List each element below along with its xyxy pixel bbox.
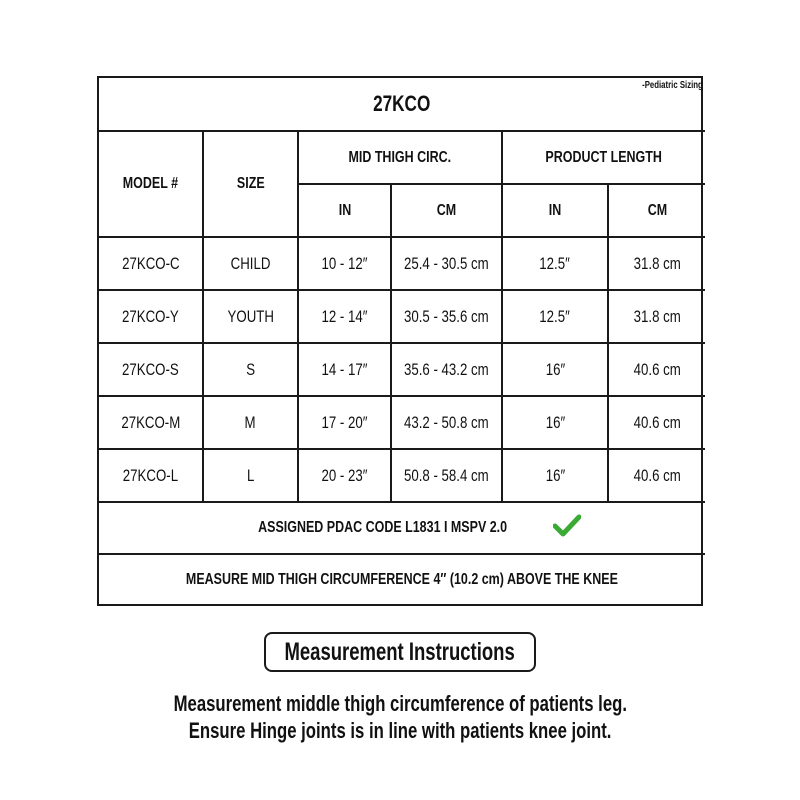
- instructions-heading-box: [264, 632, 536, 672]
- check-icon: [553, 514, 581, 543]
- cell-thigh-in: 17 - 20″: [298, 396, 391, 449]
- header-length-in: IN: [502, 184, 608, 237]
- cell-size: L: [203, 449, 298, 502]
- header-size: SIZE: [203, 131, 298, 237]
- cell-length-cm: 40.6 cm: [608, 343, 705, 396]
- table-row: [99, 396, 705, 449]
- pdac-code-cell: [99, 502, 705, 554]
- table-row: [99, 237, 705, 290]
- measure-note: MEASURE MID THIGH CIRCUMFERENCE 4″ (10.2 cm) ABOVE THE KNEE: [186, 571, 619, 588]
- cell-length-in: 12.5″: [502, 237, 608, 290]
- pediatric-note: -Pediatric Sizing: [642, 80, 704, 91]
- cell-length-in: 16″: [502, 449, 608, 502]
- cell-size: M: [203, 396, 298, 449]
- table-row: [99, 449, 705, 502]
- header-thigh-cm: CM: [391, 184, 502, 237]
- cell-thigh-cm: 25.4 - 30.5 cm: [391, 237, 502, 290]
- cell-length-cm: 31.8 cm: [608, 237, 705, 290]
- cell-size: CHILD: [203, 237, 298, 290]
- cell-thigh-in: 12 - 14″: [298, 290, 391, 343]
- cell-thigh-cm: 50.8 - 58.4 cm: [391, 449, 502, 502]
- table-row: [99, 290, 705, 343]
- instructions-line-2: Ensure Hinge joints is in line with patients knee joint.: [188, 718, 612, 743]
- cell-model: 27KCO-S: [99, 343, 203, 396]
- pdac-code: ASSIGNED PDAC CODE L1831 I MSPV 2.0: [258, 519, 508, 537]
- cell-thigh-in: 20 - 23″: [298, 449, 391, 502]
- cell-model: 27KCO-Y: [99, 290, 203, 343]
- instructions-heading: Measurement Instructions: [284, 637, 516, 666]
- table-row: [99, 343, 705, 396]
- header-model: MODEL #: [99, 131, 203, 237]
- instructions-line-1: Measurement middle thigh circumference of patients leg.: [173, 691, 627, 716]
- cell-thigh-cm: 43.2 - 50.8 cm: [391, 396, 502, 449]
- cell-length-cm: 31.8 cm: [608, 290, 705, 343]
- cell-size: S: [203, 343, 298, 396]
- cell-length-cm: 40.6 cm: [608, 396, 705, 449]
- cell-model: 27KCO-L: [99, 449, 203, 502]
- header-mid-thigh: MID THIGH CIRC.: [298, 131, 502, 184]
- header-length-cm: CM: [608, 184, 705, 237]
- instructions-text: [0, 690, 800, 744]
- cell-size: YOUTH: [203, 290, 298, 343]
- size-chart-table: [99, 78, 705, 605]
- cell-thigh-cm: 30.5 - 35.6 cm: [391, 290, 502, 343]
- header-thigh-in: IN: [298, 184, 391, 237]
- cell-length-cm: 40.6 cm: [608, 449, 705, 502]
- chart-title-cell: [99, 78, 705, 131]
- cell-model: 27KCO-C: [99, 237, 203, 290]
- cell-thigh-in: 10 - 12″: [298, 237, 391, 290]
- chart-title: 27KCO: [373, 91, 431, 116]
- cell-model: 27KCO-M: [99, 396, 203, 449]
- cell-length-in: 12.5″: [502, 290, 608, 343]
- measure-note-cell: [99, 554, 705, 605]
- size-chart: [97, 76, 703, 606]
- cell-thigh-in: 14 - 17″: [298, 343, 391, 396]
- cell-thigh-cm: 35.6 - 43.2 cm: [391, 343, 502, 396]
- cell-length-in: 16″: [502, 396, 608, 449]
- header-product-length: PRODUCT LENGTH: [502, 131, 705, 184]
- cell-length-in: 16″: [502, 343, 608, 396]
